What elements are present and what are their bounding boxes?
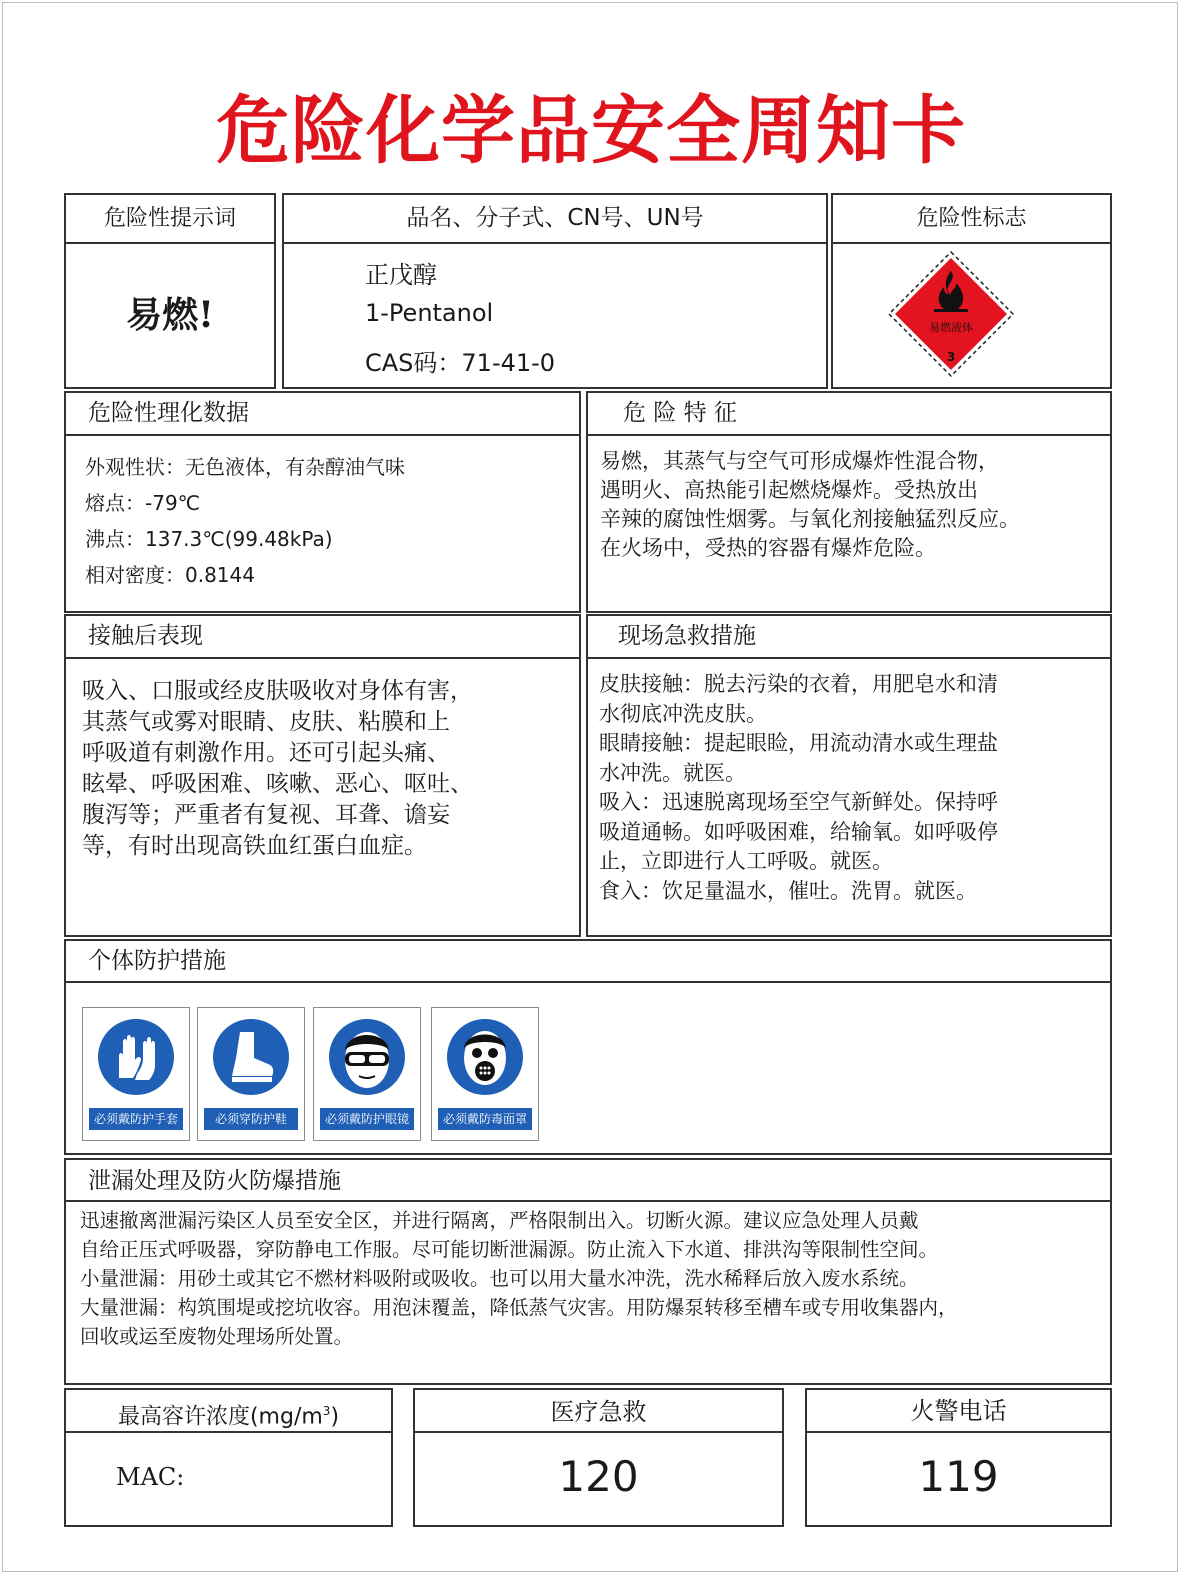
leakage-line: 回收或运至废物处理场所处置。 (80, 1325, 354, 1348)
leakage-line: 自给正压式呼吸器，穿防静电工作服。尽可能切断泄漏源。防止流入下水道、排洪沟等限制性空间。 (80, 1238, 939, 1261)
mac-label-sup: 3 (322, 1404, 331, 1418)
first-aid-line: 水彻底冲洗皮肤。 (599, 701, 767, 726)
product-name-en: 1-Pentanol (365, 299, 494, 327)
mac-label-prefix: 最高容许浓度(mg/m (117, 1404, 323, 1430)
leakage-line: 大量泄漏：构筑围堤或挖坑收容。用泡沫覆盖，降低蒸气灾害。用防爆泵转移至槽车或专用收集器内， (80, 1296, 958, 1319)
gas-mask-icon (464, 1031, 506, 1085)
first-aid-header: 现场急救措施 (588, 616, 1110, 659)
exposure-section (64, 614, 581, 937)
sign-boots (197, 1007, 305, 1141)
exposure-header: 接触后表现 (66, 616, 579, 659)
physchem-lines (85, 451, 405, 595)
mac-value: MAC: (116, 1463, 185, 1491)
hazard-word-value: 易燃! (126, 294, 214, 336)
page-title: 危险化学品安全周知卡 (216, 88, 966, 174)
first-aid-line: 皮肤接触：脱去污染的衣着，用肥皂水和清 (599, 672, 998, 696)
product-section (282, 193, 828, 389)
hazard-symbol-section (831, 193, 1112, 389)
medical-number: 120 (558, 1452, 639, 1501)
physchem-line: 熔点：-79℃ (85, 491, 201, 515)
first-aid-line: 食入：饮足量温水，催吐。洗胃。就医。 (599, 878, 977, 903)
exposure-line: 其蒸气或雾对眼睛、皮肤、粘膜和上 (82, 709, 450, 735)
product-cas: CAS码：71-41-0 (365, 349, 556, 377)
hazard-features-line: 遇明火、高热能引起燃烧爆炸。受热放出 (600, 478, 978, 502)
medical-header: 医疗急救 (415, 1390, 782, 1433)
protection-header: 个体防护措施 (66, 941, 1110, 983)
physchem-line: 外观性状：无色液体，有杂醇油气味 (85, 455, 405, 479)
first-aid-line: 眼睛接触：提起眼睑，用流动清水或生理盐 (599, 731, 998, 755)
exposure-lines (82, 676, 473, 862)
hazard-features-line: 在火场中，受热的容器有爆炸危险。 (600, 536, 936, 560)
first-aid-line: 止，立即进行人工呼吸。就医。 (599, 849, 893, 873)
first-aid-line: 水冲洗。就医。 (599, 760, 746, 785)
hazard-word-header: 危险性提示词 (66, 195, 274, 244)
exposure-line: 眩晕、呼吸困难、咳嗽、恶心、呕吐、 (82, 771, 473, 797)
sign-boots-label: 必须穿防护鞋 (204, 1108, 298, 1130)
hazard-class-number: 3 (946, 350, 956, 364)
hazard-features-line: 易燃，其蒸气与空气可形成爆炸性混合物， (600, 449, 999, 473)
sign-goggles (313, 1007, 421, 1141)
physchem-line: 沸点：137.3℃(99.48kPa) (85, 527, 333, 551)
sign-gloves-label: 必须戴防护手套 (89, 1108, 183, 1130)
sign-gas-mask-label: 必须戴防毒面罩 (438, 1108, 532, 1130)
first-aid-section (586, 614, 1112, 937)
first-aid-lines (599, 670, 998, 906)
sign-goggles-label: 必须戴防护眼镜 (320, 1108, 414, 1130)
mac-section (64, 1388, 393, 1527)
leakage-lines (80, 1206, 958, 1351)
sign-gas-mask (431, 1007, 539, 1141)
protection-section (64, 939, 1112, 1155)
hazard-features-lines (600, 447, 1020, 563)
exposure-line: 吸入、口服或经皮肤吸收对身体有害， (82, 678, 473, 704)
hazard-features-section (586, 391, 1112, 613)
leakage-header: 泄漏处理及防火防爆措施 (66, 1160, 1110, 1202)
physchem-section (64, 391, 581, 613)
physchem-line: 相对密度：0.8144 (85, 563, 255, 587)
exposure-line: 呼吸道有刺激作用。还可引起头痛、 (82, 740, 450, 766)
physchem-header: 危险性理化数据 (66, 393, 579, 436)
sign-gloves (82, 1007, 190, 1141)
fire-number: 119 (918, 1452, 999, 1501)
hazard-features-header: 危 险 特 征 (588, 393, 1110, 436)
product-name-cn: 正戊醇 (365, 261, 437, 289)
goggles-icon (345, 1032, 389, 1088)
product-header: 品名、分子式、CN号、UN号 (284, 195, 826, 244)
fire-section (805, 1388, 1112, 1527)
hazard-word-section (64, 193, 276, 389)
leakage-section (64, 1158, 1112, 1385)
leakage-line: 迅速撤离泄漏污染区人员至安全区，并进行隔离，严格限制出入。切断火源。建议应急处理人员戴 (80, 1209, 919, 1232)
medical-section (413, 1388, 784, 1527)
mac-label-suffix: ) (330, 1404, 340, 1430)
hazard-features-line: 辛辣的腐蚀性烟雾。与氧化剂接触猛烈反应。 (600, 507, 1020, 531)
mac-header (66, 1390, 391, 1433)
exposure-line: 腹泻等；严重者有复视、耳聋、谵妄 (82, 802, 450, 828)
first-aid-line: 吸入：迅速脱离现场至空气新鲜处。保持呼 (599, 790, 998, 814)
first-aid-line: 吸道通畅。如呼吸困难，给输氧。如呼吸停 (599, 819, 998, 844)
hazard-symbol-text: 易燃液体 (929, 321, 973, 334)
fire-header: 火警电话 (807, 1390, 1110, 1433)
exposure-line: 等，有时出现高铁血红蛋白血症。 (82, 833, 427, 859)
hazard-symbol-header: 危险性标志 (833, 195, 1110, 244)
leakage-line: 小量泄漏：用砂土或其它不燃材料吸附或吸收。也可以用大量水冲洗，洗水稀释后放入废水系统。 (80, 1267, 919, 1290)
flammable-liquid-diamond (886, 249, 1016, 379)
